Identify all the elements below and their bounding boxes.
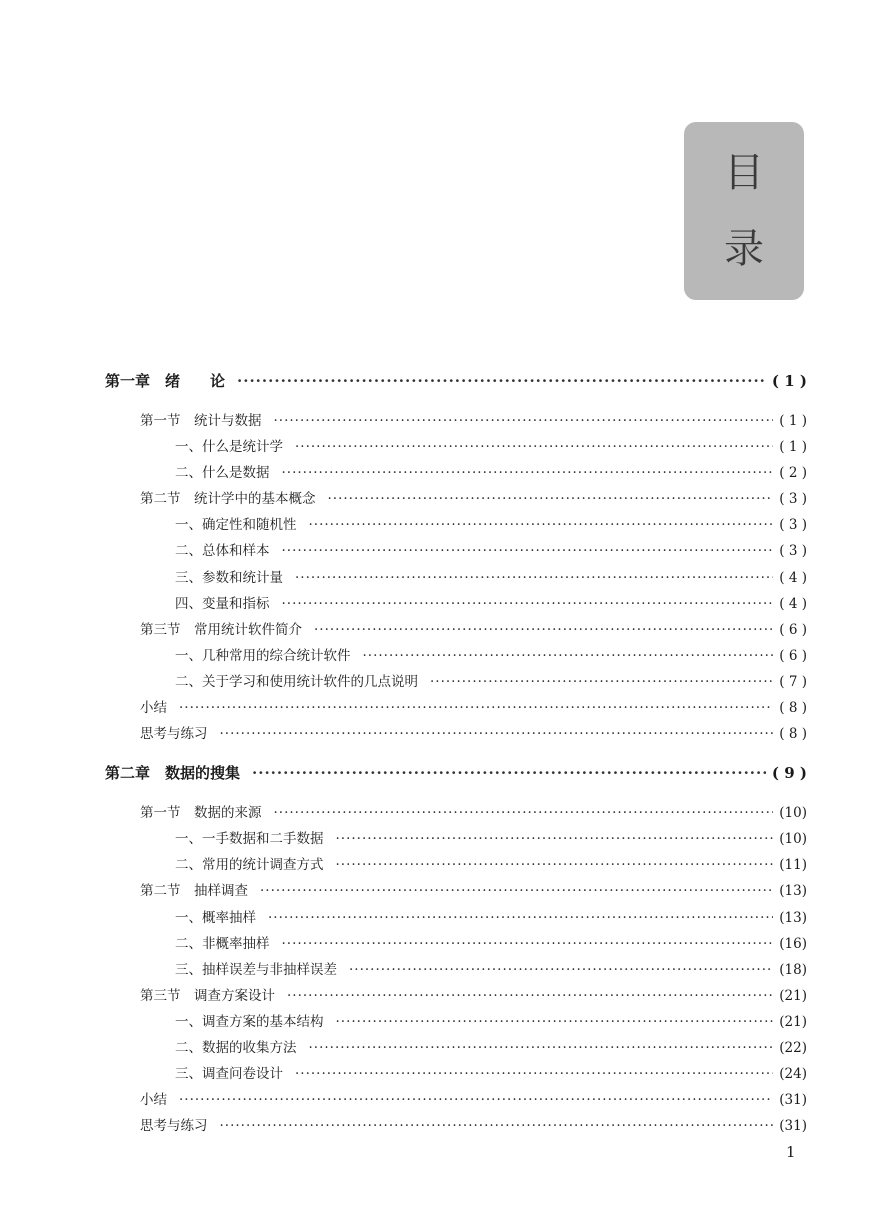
toc-entry-title: 四、变量和指标 <box>175 596 270 612</box>
toc-entry-page: (22) <box>779 1040 807 1056</box>
toc-entry-page: ( 6 ) <box>779 622 807 638</box>
toc-entry-title: 三、抽样误差与非抽样误差 <box>175 962 337 978</box>
toc-entry-page: ( 3 ) <box>779 517 807 533</box>
toc-entry-page: (21) <box>779 1014 807 1030</box>
toc-entry-page: ( 6 ) <box>779 648 807 664</box>
toc-entry-page: ( 8 ) <box>779 700 807 716</box>
toc-subsection-entry[interactable] <box>175 539 807 559</box>
toc-entry-title: 思考与练习 <box>140 726 208 742</box>
dot-leader <box>179 700 773 716</box>
toc-entry-page: ( 4 ) <box>779 596 807 612</box>
toc-entry-title: 三、调查问卷设计 <box>175 1066 283 1082</box>
dot-leader <box>282 936 774 952</box>
toc-subsection-entry[interactable] <box>175 1010 807 1030</box>
toc-entry-title: 二、什么是数据 <box>175 465 270 481</box>
toc-subsection-entry[interactable] <box>175 644 807 664</box>
toc-entry-title: 一、调查方案的基本结构 <box>175 1014 324 1030</box>
dot-leader <box>237 372 766 390</box>
toc-section-entry[interactable] <box>140 487 807 507</box>
toc-entry-page: (13) <box>779 883 807 899</box>
toc-entry-title: 二、数据的收集方法 <box>175 1040 297 1056</box>
dot-leader <box>179 1092 773 1108</box>
toc-subsection-entry[interactable] <box>175 958 807 978</box>
toc-entry-page: ( 9 ) <box>771 764 807 782</box>
toc-subsection-entry[interactable] <box>175 566 807 586</box>
toc-subsection-entry[interactable] <box>175 461 807 481</box>
toc-entry-title: 一、确定性和随机性 <box>175 517 297 533</box>
toc-entry-page: (16) <box>779 936 807 952</box>
dot-leader <box>336 831 774 847</box>
toc-section-entry[interactable] <box>140 984 807 1004</box>
dot-leader <box>282 596 774 612</box>
dot-leader <box>295 1066 773 1082</box>
dot-leader <box>363 648 774 664</box>
toc-entry-title: 二、关于学习和使用统计软件的几点说明 <box>175 674 418 690</box>
toc-exercises-entry[interactable] <box>140 722 807 742</box>
toc-chapter-entry[interactable] <box>105 370 807 391</box>
dot-leader <box>309 517 774 533</box>
toc-subsection-entry[interactable] <box>175 827 807 847</box>
toc-entry-page: (13) <box>779 910 807 926</box>
toc-entry-title: 三、参数和统计量 <box>175 570 283 586</box>
toc-entry-page: ( 1 ) <box>771 372 807 390</box>
toc-entry-title: 一、几种常用的综合统计软件 <box>175 648 351 664</box>
toc-entry-title: 第三节 调查方案设计 <box>140 988 275 1004</box>
toc-title-char-1: 目 <box>724 150 764 196</box>
dot-leader <box>430 674 773 690</box>
dot-leader <box>314 622 773 638</box>
toc-subsection-entry[interactable] <box>175 513 807 533</box>
toc-entry-page: (10) <box>779 805 807 821</box>
toc-entry-page: ( 1 ) <box>779 439 807 455</box>
dot-leader <box>328 491 774 507</box>
toc-subsection-entry[interactable] <box>175 1036 807 1056</box>
toc-subsection-entry[interactable] <box>175 592 807 612</box>
toc-entry-page: ( 8 ) <box>779 726 807 742</box>
dot-leader <box>220 726 774 742</box>
toc-summary-entry[interactable] <box>140 1088 807 1108</box>
toc-entry-page: ( 4 ) <box>779 570 807 586</box>
toc-entry-page: (31) <box>779 1118 807 1134</box>
toc-subsection-entry[interactable] <box>175 1062 807 1082</box>
toc-entry-title: 第三节 常用统计软件简介 <box>140 622 302 638</box>
toc-entry-page: ( 3 ) <box>779 543 807 559</box>
toc-entry-title: 二、总体和样本 <box>175 543 270 559</box>
dot-leader <box>220 1118 774 1134</box>
toc-entry-page: (10) <box>779 831 807 847</box>
toc-exercises-entry[interactable] <box>140 1114 807 1134</box>
toc-entry-title: 第一节 数据的来源 <box>140 805 262 821</box>
toc-entry-page: (21) <box>779 988 807 1004</box>
toc-entry-title: 第二节 统计学中的基本概念 <box>140 491 316 507</box>
toc-entry-title: 一、概率抽样 <box>175 910 256 926</box>
toc-entry-title: 第一节 统计与数据 <box>140 413 262 429</box>
toc-entry-title: 二、常用的统计调查方式 <box>175 857 324 873</box>
toc-entry-page: (11) <box>779 857 807 873</box>
dot-leader <box>336 1014 774 1030</box>
dot-leader <box>260 883 773 899</box>
toc-title-badge <box>684 122 804 300</box>
toc-section-entry[interactable] <box>140 409 807 429</box>
toc-section-entry[interactable] <box>140 618 807 638</box>
toc-entry-page: (24) <box>779 1066 807 1082</box>
toc-entry-title: 思考与练习 <box>140 1118 208 1134</box>
toc-entry-page: ( 1 ) <box>779 413 807 429</box>
toc-entry-page: ( 7 ) <box>779 674 807 690</box>
toc-title-char-2: 录 <box>724 226 764 272</box>
toc-entry-title: 一、一手数据和二手数据 <box>175 831 324 847</box>
toc-section-entry[interactable] <box>140 879 807 899</box>
toc-subsection-entry[interactable] <box>175 853 807 873</box>
dot-leader <box>295 439 773 455</box>
toc-entry-title: 二、非概率抽样 <box>175 936 270 952</box>
dot-leader <box>295 570 773 586</box>
dot-leader <box>274 413 774 429</box>
toc-subsection-entry[interactable] <box>175 435 807 455</box>
toc-entry-title: 一、什么是统计学 <box>175 439 283 455</box>
page-number: 1 <box>786 1143 796 1161</box>
toc-entry-page: (18) <box>779 962 807 978</box>
toc-subsection-entry[interactable] <box>175 670 807 690</box>
toc-entry-title: 小结 <box>140 700 167 716</box>
toc-subsection-entry[interactable] <box>175 932 807 952</box>
toc-entry-page: ( 3 ) <box>779 491 807 507</box>
dot-leader <box>268 910 773 926</box>
dot-leader <box>309 1040 774 1056</box>
toc-entry-title: 第一章 绪 论 <box>105 372 226 390</box>
dot-leader <box>282 543 774 559</box>
toc-entry-page: (31) <box>779 1092 807 1108</box>
toc-entry-title: 第二节 抽样调查 <box>140 883 248 899</box>
toc-entry-title: 第二章 数据的搜集 <box>105 764 241 782</box>
dot-leader <box>336 857 774 873</box>
toc-entry-page: ( 2 ) <box>779 465 807 481</box>
dot-leader <box>274 805 774 821</box>
toc-entry-title: 小结 <box>140 1092 167 1108</box>
dot-leader <box>252 764 766 782</box>
toc-subsection-entry[interactable] <box>175 906 807 926</box>
toc-summary-entry[interactable] <box>140 696 807 716</box>
dot-leader <box>349 962 773 978</box>
toc-chapter-entry[interactable] <box>105 762 807 783</box>
toc-section-entry[interactable] <box>140 801 807 821</box>
dot-leader <box>287 988 773 1004</box>
dot-leader <box>282 465 774 481</box>
